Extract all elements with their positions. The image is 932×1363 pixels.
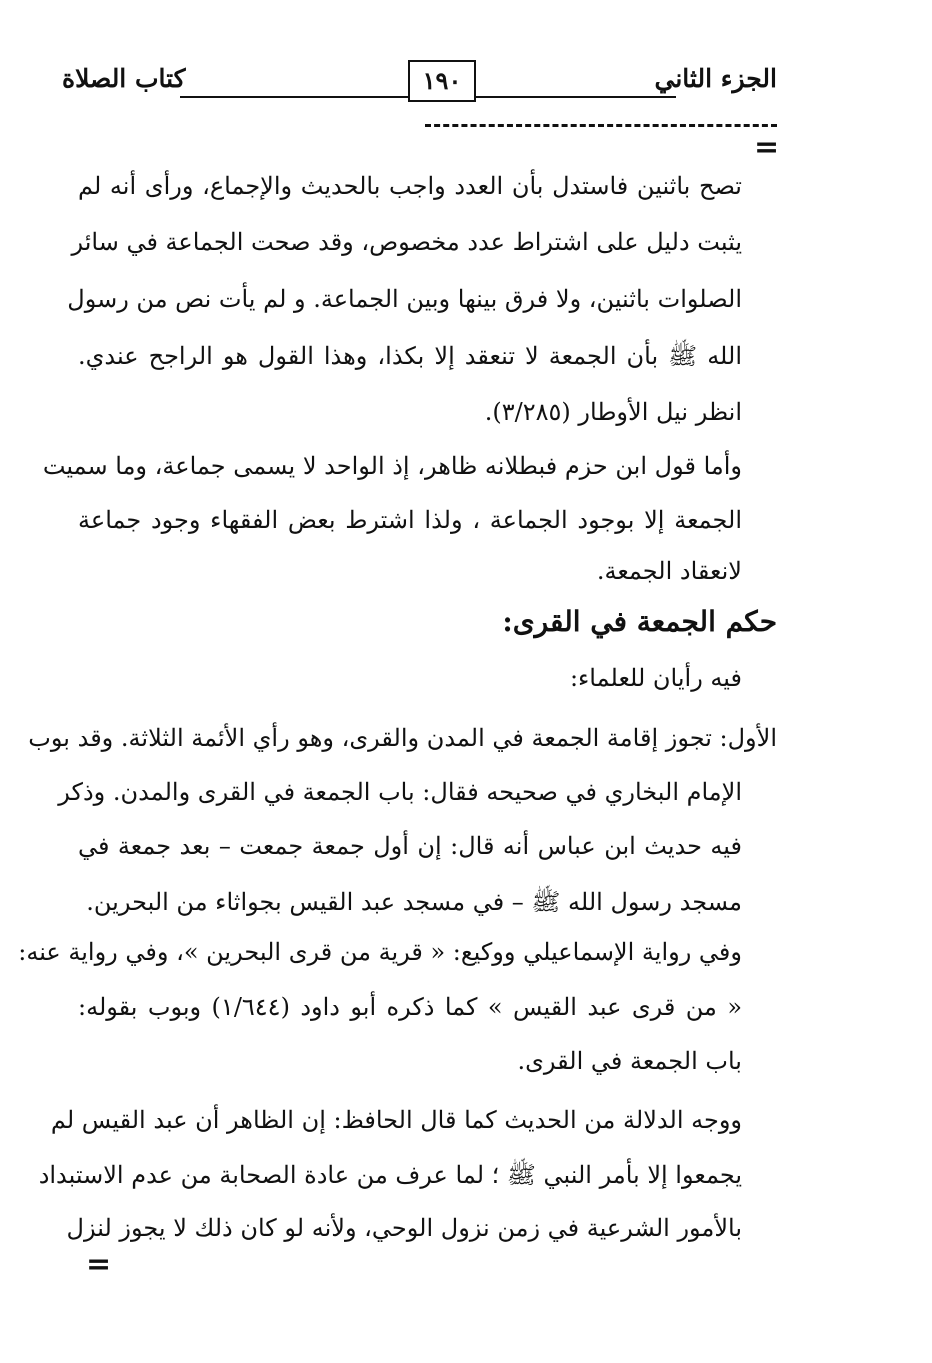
section-heading: حكم الجمعة في القرى: bbox=[502, 605, 777, 638]
text-line: وأما قول ابن حزم فبطلانه ظاهر، إذ الواحد لا يسمى جماعة، وما سميت bbox=[42, 452, 742, 480]
text-line: « من قرى عبد القيس » كما ذكره أبو داود (١/٦٤٤) وبوب بقوله: bbox=[78, 993, 742, 1021]
text-line: الجمعة إلا بوجود الجماعة ، ولذا اشترط بعض الفقهاء وجود جماعة bbox=[78, 506, 742, 534]
header-book-title: كتاب الصلاة bbox=[62, 64, 186, 93]
text-line: مسجد رسول الله ﷺ – في مسجد عبد القيس بجواثاء من البحرين. bbox=[86, 888, 742, 916]
text-line: لانعقاد الجمعة. bbox=[596, 557, 742, 585]
text-line: يجمعوا إلا بأمر النبي ﷺ ؛ لما عرف من عادة الصحابة من عدم الاستبداد bbox=[38, 1161, 742, 1189]
header-rule-left bbox=[180, 96, 410, 98]
text-line: يثبت دليل على اشتراط عدد مخصوص، وقد صحت الجماعة في سائر bbox=[71, 228, 742, 256]
page-number: ١٩٠ bbox=[408, 60, 476, 102]
text-line: الإمام البخاري في صحيحه فقال: باب الجمعة في القرى والمدن. وذكر bbox=[58, 778, 742, 806]
text-line: الصلوات باثنين، ولا فرق بينها وبين الجماعة. و لم يأت نص من رسول bbox=[67, 285, 742, 313]
text-line: باب الجمعة في القرى. bbox=[517, 1047, 742, 1075]
header-rule-right bbox=[476, 96, 676, 98]
text-line: انظر نيل الأوطار (٣/٢٨٥). bbox=[484, 398, 742, 426]
continuation-mark-top: = bbox=[754, 130, 780, 165]
text-line: تصح باثنين فاستدل بأن العدد واجب بالحديث والإجماع، ورأى أنه لم bbox=[78, 172, 742, 200]
text-line: بالأمور الشرعية في زمن نزول الوحي، ولأنه لو كان ذلك لا يجوز لنزل bbox=[66, 1214, 742, 1242]
text-line: فيه حديث ابن عباس أنه قال: إن أول جمعة جمعت – بعد جمعة في bbox=[78, 832, 742, 860]
footnote-dashed-separator bbox=[425, 124, 777, 127]
continuation-mark-bottom: = bbox=[86, 1247, 112, 1282]
text-line: ووجه الدلالة من الحديث كما قال الحافظ: إن الظاهر أن عبد القيس لم bbox=[50, 1106, 742, 1134]
header-volume: الجزء الثاني bbox=[654, 64, 777, 93]
text-line: وفي رواية الإسماعيلي ووكيع: « قرية من قرى البحرين »، وفي رواية عنه: bbox=[18, 938, 742, 966]
text-line: الأول: تجوز إقامة الجمعة في المدن والقرى، وهو رأي الأئمة الثلاثة. وقد بوب bbox=[28, 724, 777, 752]
text-line: فيه رأيان للعلماء: bbox=[569, 664, 742, 692]
text-line: الله ﷺ بأن الجمعة لا تنعقد إلا بكذا، وهذا القول هو الراجح عندي. bbox=[78, 342, 742, 370]
